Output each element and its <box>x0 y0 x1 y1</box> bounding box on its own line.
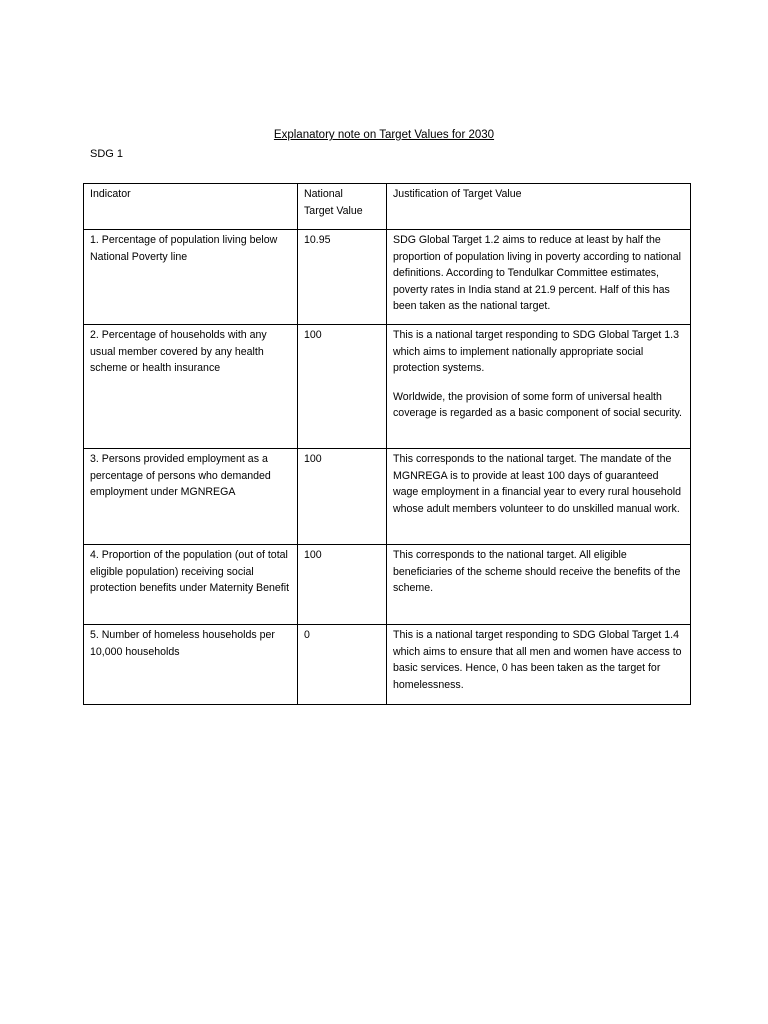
table-row <box>84 625 691 705</box>
table-row <box>84 325 691 449</box>
indicator-cell: 5. Number of homeless households per 10,000 households <box>84 625 298 705</box>
table-row <box>84 230 691 325</box>
justification-paragraph: This corresponds to the national target. The mandate of the MGNREGA is to provide at least 100 days of guaranteed wage employment in a financial year to every rural household whose adult members volunteer to do unskilled manual work. <box>393 453 681 515</box>
justification-paragraph: Worldwide, the provision of some form of universal health coverage is regarded as a basic component of social security. <box>393 390 682 420</box>
header-national-target-value: National Target Value <box>298 184 387 230</box>
section-label: SDG 1 <box>90 148 124 160</box>
target-value-cell: 100 <box>298 449 387 545</box>
target-value-cell: 100 <box>298 325 387 449</box>
indicator-cell: 2. Percentage of households with any usual member covered by any health scheme or health insurance <box>84 325 298 449</box>
target-value-cell: 100 <box>298 545 387 625</box>
indicator-cell: 4. Proportion of the population (out of total eligible population) receiving social protection benefits under Maternity Benefit <box>84 545 298 625</box>
indicator-cell: 3. Persons provided employment as a percentage of persons who demanded employment under MGNREGA <box>84 449 298 545</box>
justification-paragraph: This is a national target responding to SDG Global Target 1.4 which aims to ensure that all men and women have access to basic services. Hence, 0 has been taken as the target for homelessness. <box>393 629 682 691</box>
justification-paragraph: This corresponds to the national target. All eligible beneficiaries of the scheme should receive the benefits of the scheme. <box>393 549 681 595</box>
document-title: Explanatory note on Target Values for 2030 <box>273 129 495 141</box>
justification-cell <box>387 625 691 705</box>
justification-paragraph: SDG Global Target 1.2 aims to reduce at least by half the proportion of population living in poverty according to national definitions. According to Tendulkar Committee estimates, poverty rates in India stand at 21.9 percent. Half of this has been taken as the national target. <box>393 234 681 313</box>
table-row <box>84 449 691 545</box>
justification-paragraph: This is a national target responding to SDG Global Target 1.3 which aims to implement nationally appropriate social protection systems. <box>393 329 679 375</box>
justification-cell <box>387 325 691 449</box>
target-value-cell: 0 <box>298 625 387 705</box>
justification-cell <box>387 545 691 625</box>
header-indicator: Indicator <box>84 184 298 230</box>
header-justification: Justification of Target Value <box>387 184 691 230</box>
justification-cell <box>387 230 691 325</box>
indicator-cell: 1. Percentage of population living below National Poverty line <box>84 230 298 325</box>
table-header-row <box>84 184 691 230</box>
justification-cell <box>387 449 691 545</box>
target-value-cell: 10.95 <box>298 230 387 325</box>
table-row <box>84 545 691 625</box>
target-values-table <box>83 183 691 705</box>
